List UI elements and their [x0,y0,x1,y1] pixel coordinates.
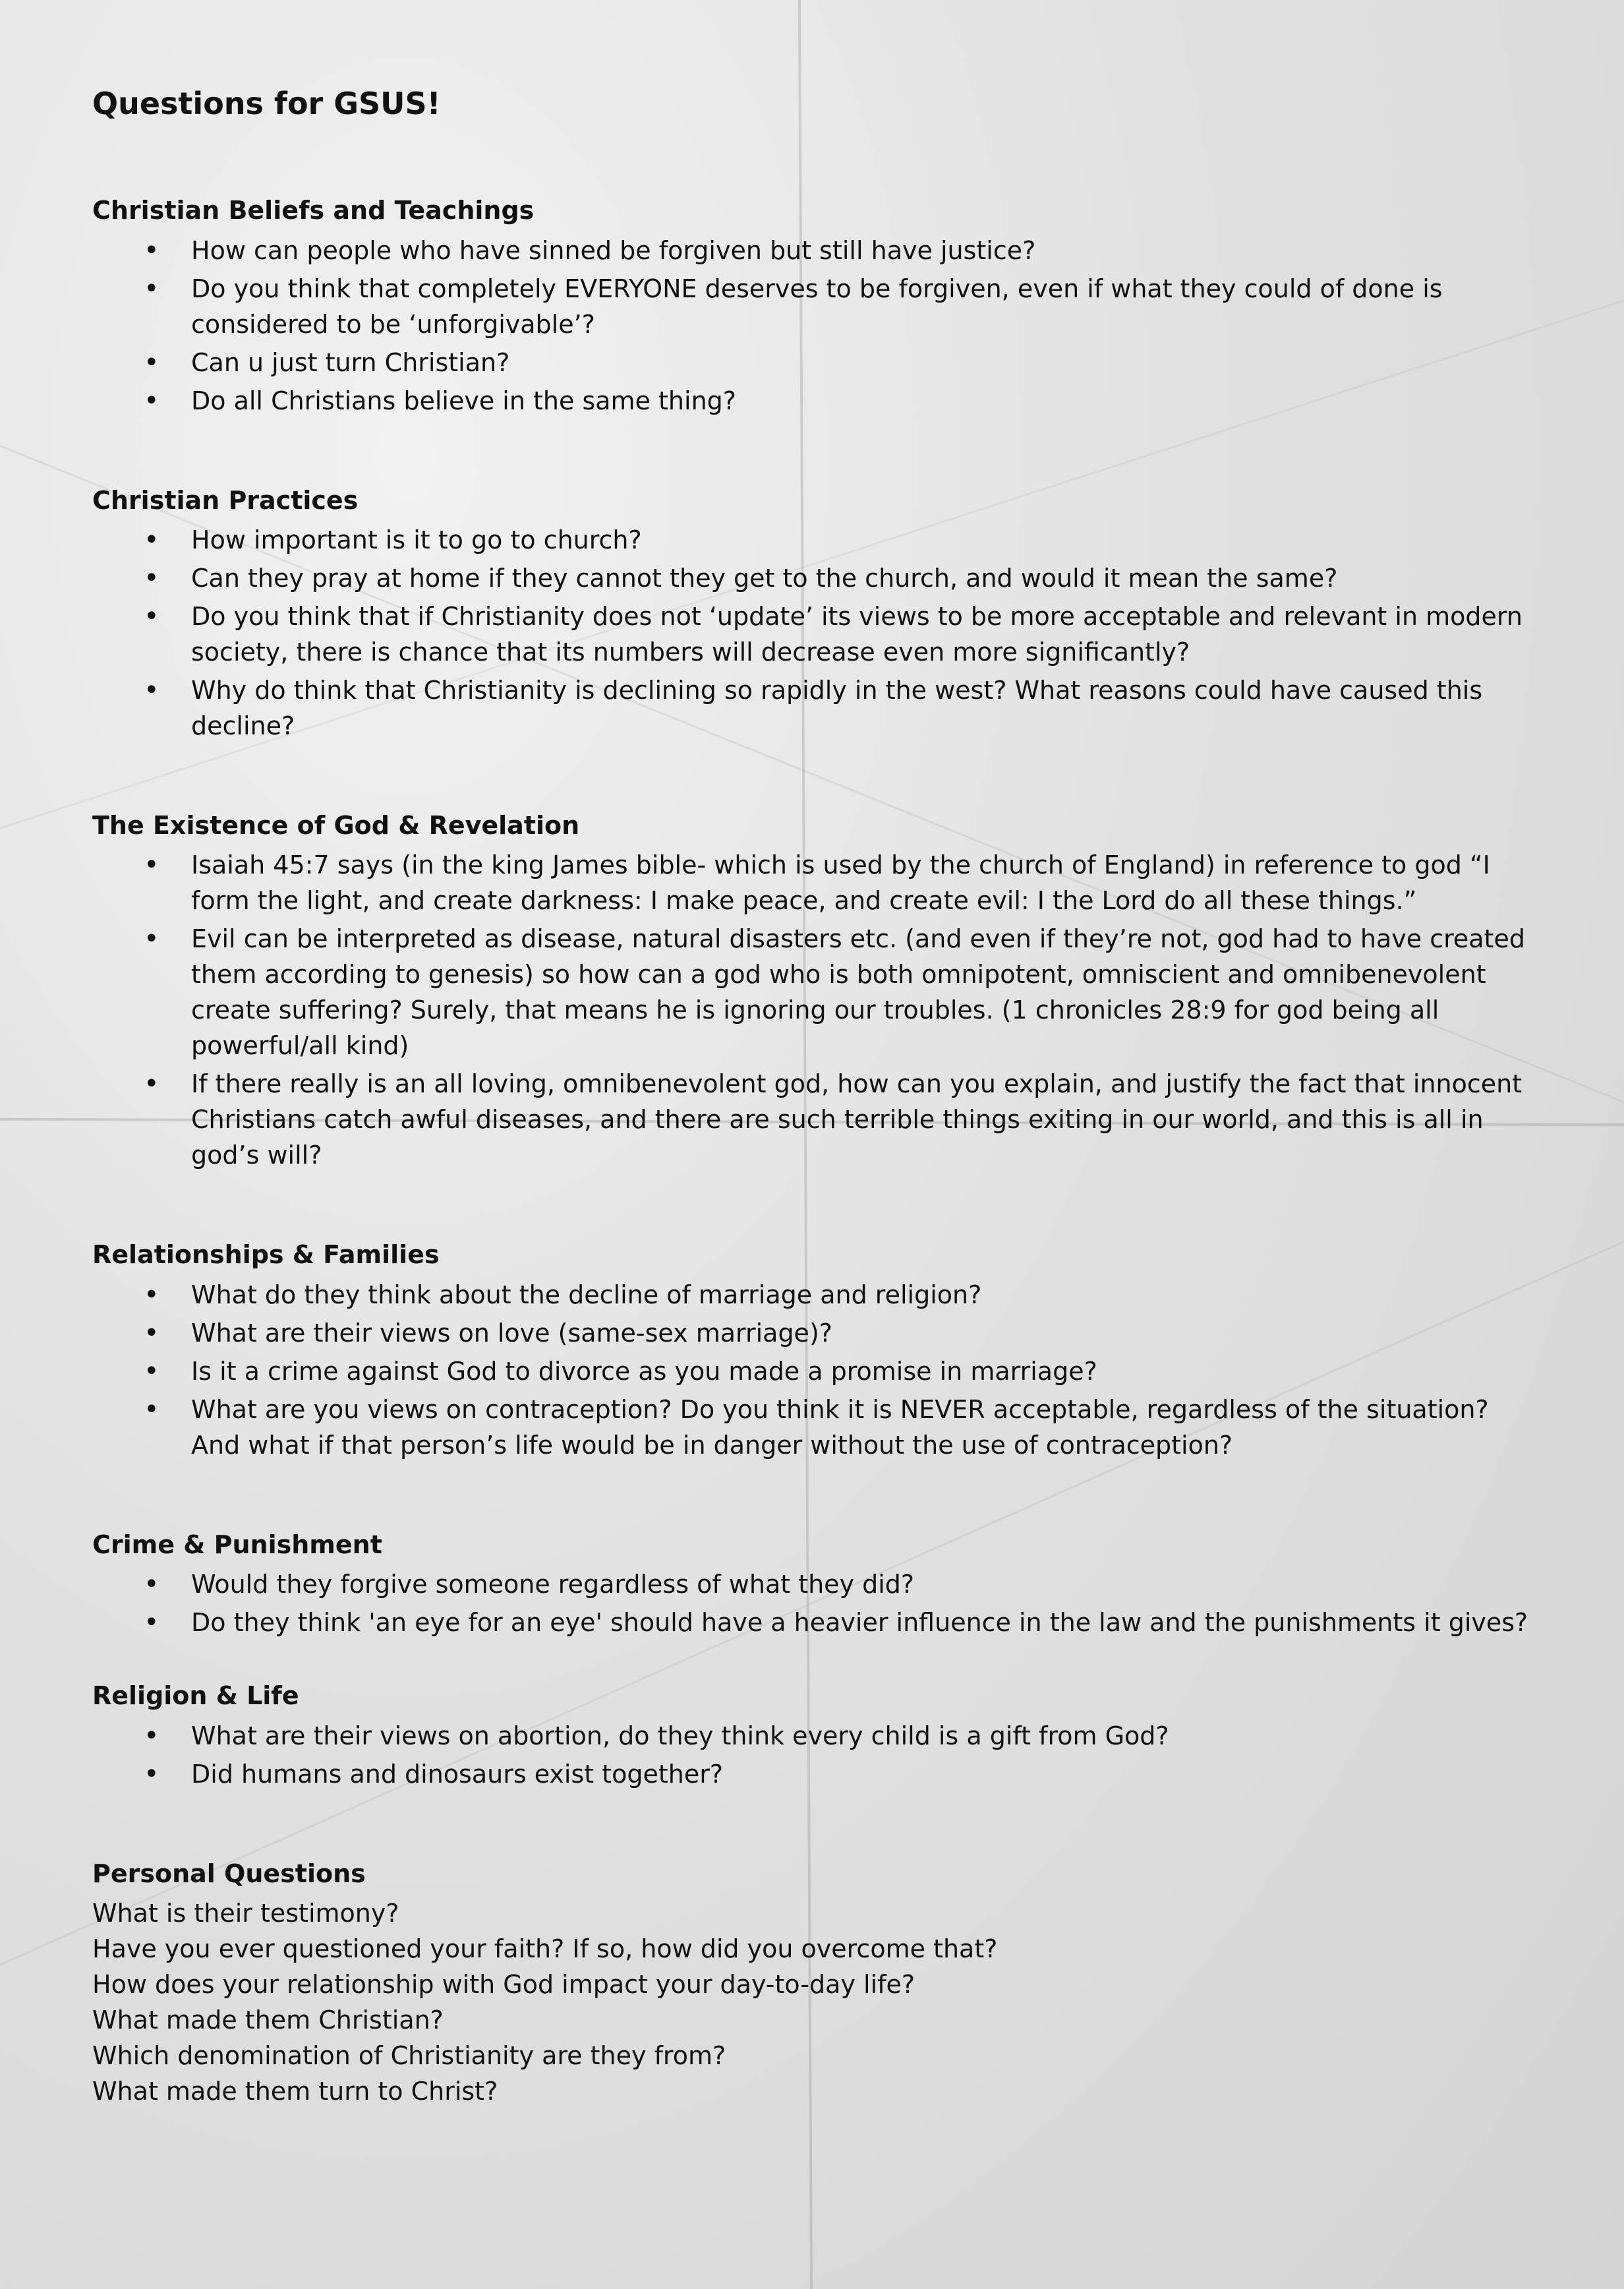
question-item: • What are their views on abortion, do they think every child is a gift from God? [191,1718,1529,1754]
section-existence-of-god [92,810,1529,1173]
personal-question: What made them Christian? [92,2005,444,2035]
question-item: • Can u just turn Christian? [191,345,1529,380]
question-list [92,847,1529,1173]
question-list [92,522,1529,744]
section-crime-punishment [92,1529,1529,1640]
personal-question: Which denomination of Christianity are they from? [92,2040,726,2070]
section-heading: Personal Questions [92,1858,366,1888]
section-religion-life [92,1680,1529,1791]
question-item: • Would they forgive someone regardless of what they did? [191,1566,1529,1602]
section-heading: Relationships & Families [92,1240,440,1270]
question-item: • Do you think that if Christianity does not ‘update’ its views to be more acceptable and relevant in modern society, there is chance that its numbers will decrease even more significantly? [191,599,1529,670]
section-practices [92,485,1529,744]
section-personal [92,1858,1529,2109]
question-list [92,1566,1529,1640]
question-item: • Do you think that completely EVERYONE deserves to be forgiven, even if what they could of done is considered to be ‘unforgivable’? [191,271,1529,342]
personal-question: How does your relationship with God impact your day-to-day life? [92,1969,915,1999]
question-item: • Evil can be interpreted as disease, natural disasters etc. (and even if they’re not, god had to have created them according to genesis) so how can a god who is both omnipotent, omniscient and omnibenevolent create suffering? Surely, that means he is ignoring our troubles. (1 chronicles 28:9 for god being all powerful/all kind) [191,921,1529,1063]
section-beliefs [92,194,1529,418]
personal-question: What made them turn to Christ? [92,2076,498,2106]
section-heading: Christian Practices [92,485,359,515]
question-item: • Can they pray at home if they cannot they get to the church, and would it mean the same? [191,560,1529,596]
question-item: • Why do think that Christianity is declining so rapidly in the west? What reasons could have caused this decline? [191,672,1529,744]
document-body [92,86,1529,2175]
question-item: • What are you views on contraception? Do you think it is NEVER acceptable, regardless of the situation? And what if that person’s life would be in danger without the use of contraception? [191,1392,1529,1463]
page-title: Questions for GSUS! [92,86,441,121]
question-item: • What are their views on love (same-sex marriage)? [191,1315,1529,1351]
question-list [92,233,1529,419]
question-list [92,1277,1529,1463]
question-item: • How important is it to go to church? [191,522,1529,558]
section-heading: Christian Beliefs and Teachings [92,196,535,225]
question-item: • If there really is an all loving, omnibenevolent god, how can you explain, and justify the fact that innocent Christians catch awful diseases, and there are such terrible things exiting in our world, and this is all in god’s will? [191,1066,1529,1173]
section-heading: Crime & Punishment [92,1530,382,1559]
question-item: • Did humans and dinosaurs exist together? [191,1756,1529,1792]
question-item: • Is it a crime against God to divorce as you made a promise in marriage? [191,1353,1529,1389]
section-relationships [92,1239,1529,1462]
question-item: • How can people who have sinned be forgiven but still have justice? [191,233,1529,268]
question-item: • Isaiah 45:7 says (in the king James bible- which is used by the church of England) in reference to god “I form the light, and create darkness: I make peace, and create evil: I the Lord do all these things.” [191,847,1529,918]
personal-question: Have you ever questioned your faith? If so, how did you overcome that? [92,1934,998,1963]
question-item: • Do all Christians believe in the same thing? [191,383,1529,419]
personal-question: What is their testimony? [92,1898,399,1928]
question-item: • Do they think 'an eye for an eye' should have a heavier influence in the law and the punishments it gives? [191,1605,1529,1640]
question-list [92,1718,1529,1792]
section-heading: Religion & Life [92,1681,299,1711]
section-heading: The Existence of God & Revelation [92,810,580,840]
question-item: • What do they think about the decline of marriage and religion? [191,1277,1529,1313]
